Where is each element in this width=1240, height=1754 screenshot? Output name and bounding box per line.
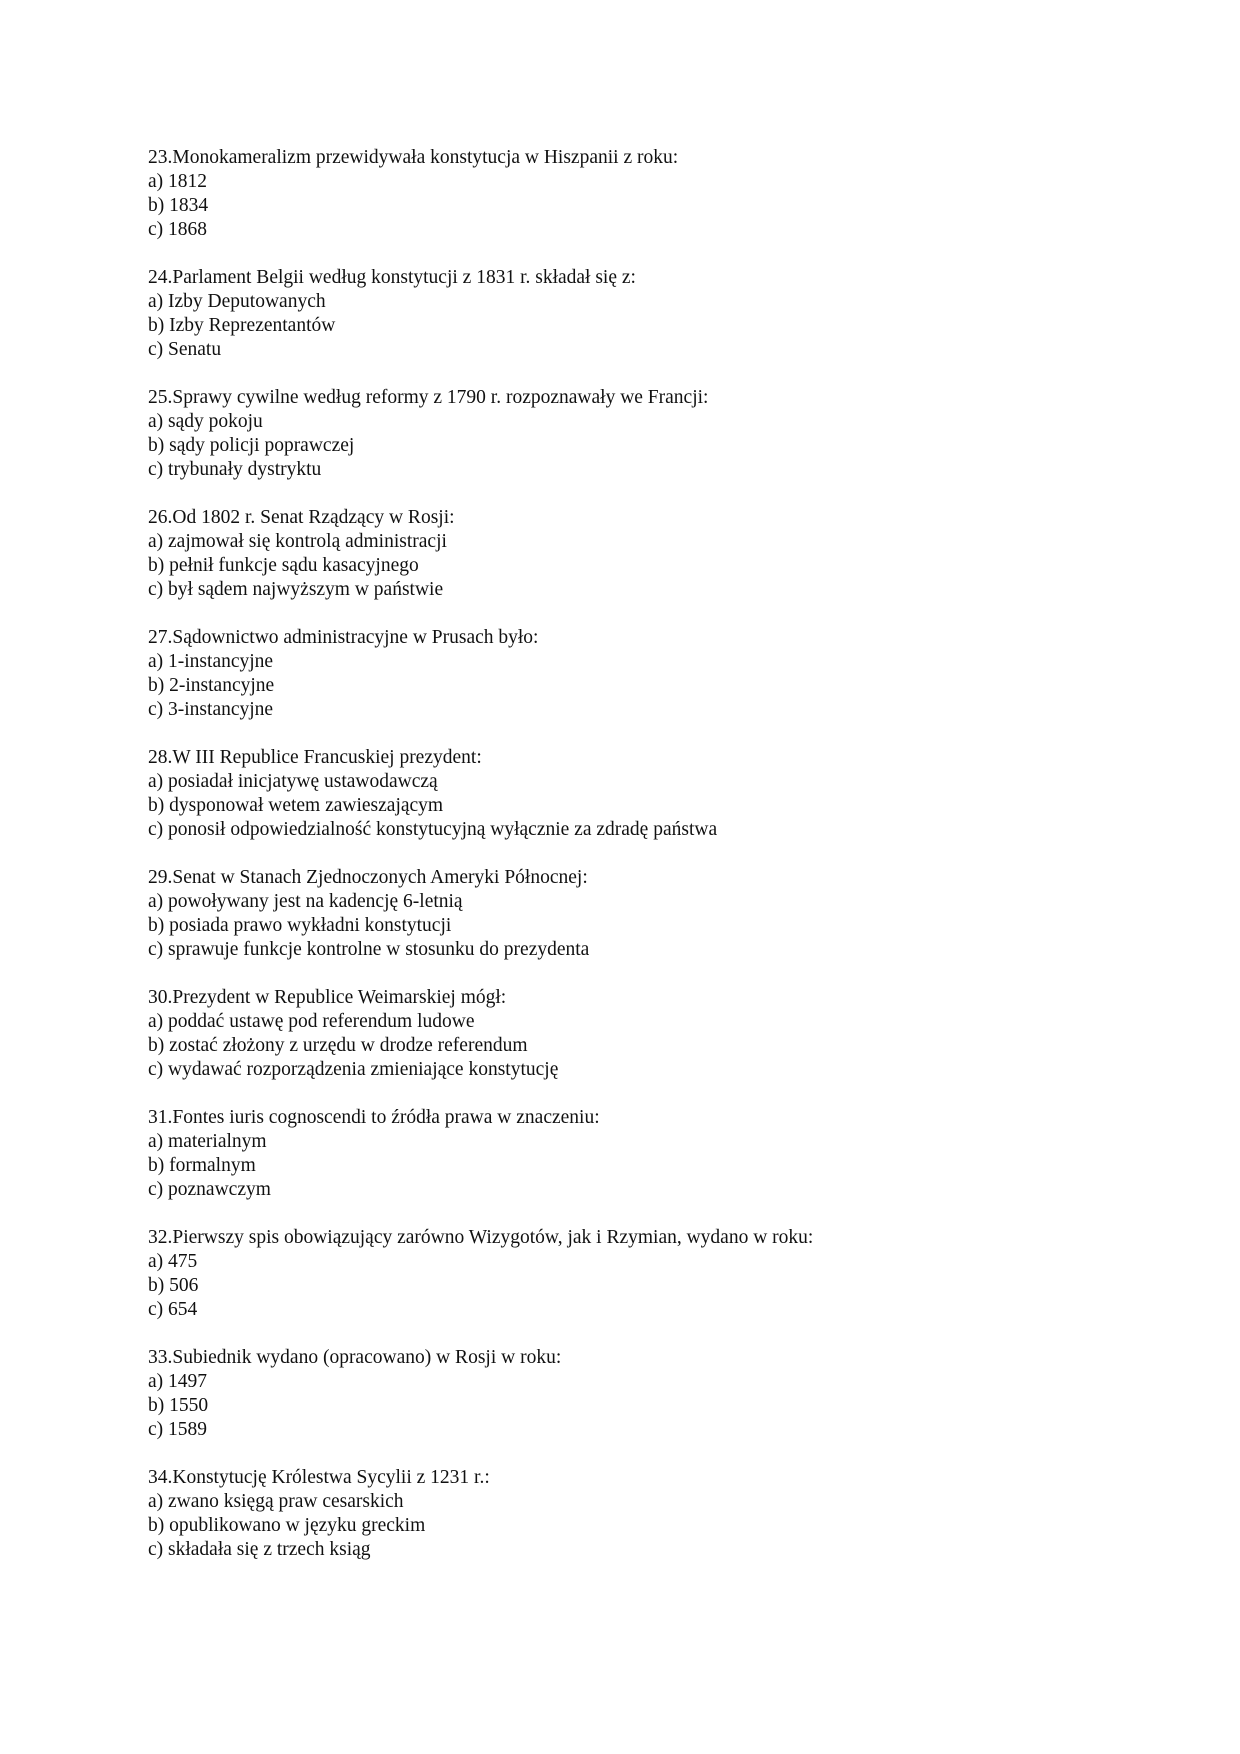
question-text: 27.Sądownictwo administracyjne w Prusach było: xyxy=(148,627,539,648)
answer-c: c) 3-instancyjne xyxy=(148,699,274,720)
question-text: 26.Od 1802 r. Senat Rządzący w Rosji: xyxy=(148,507,455,528)
question-23 xyxy=(148,146,1148,242)
answer-c: c) Senatu xyxy=(148,339,222,360)
question-30 xyxy=(148,986,1148,1082)
answer-a: a) Izby Deputowanych xyxy=(148,291,326,312)
question-31 xyxy=(148,1106,1148,1202)
answer-b: b) sądy policji poprawczej xyxy=(148,435,355,456)
answer-b: b) 1834 xyxy=(148,195,209,216)
question-list xyxy=(148,146,1148,1586)
answer-b: b) formalnym xyxy=(148,1155,256,1176)
answer-a: a) materialnym xyxy=(148,1131,267,1152)
question-27 xyxy=(148,626,1148,722)
answer-c: c) składała się z trzech ksiąg xyxy=(148,1539,371,1560)
answer-a: a) poddać ustawę pod referendum ludowe xyxy=(148,1011,475,1032)
answer-c: c) trybunały dystryktu xyxy=(148,459,322,480)
answer-a: a) zajmował się kontrolą administracji xyxy=(148,531,447,552)
answer-b: b) Izby Reprezentantów xyxy=(148,315,336,336)
question-text: 34.Konstytucję Królestwa Sycylii z 1231 r.: xyxy=(148,1467,490,1488)
question-33 xyxy=(148,1346,1148,1442)
answer-c: c) 654 xyxy=(148,1299,198,1320)
question-text: 24.Parlament Belgii według konstytucji z 1831 r. składał się z: xyxy=(148,267,636,288)
answer-a: a) 1-instancyjne xyxy=(148,651,274,672)
question-text: 23.Monokameralizm przewidywała konstytucja w Hiszpanii z roku: xyxy=(148,147,679,168)
answer-c: c) poznawczym xyxy=(148,1179,271,1200)
answer-a: a) 1497 xyxy=(148,1371,208,1392)
question-24 xyxy=(148,266,1148,362)
answer-c: c) sprawuje funkcje kontrolne w stosunku do prezydenta xyxy=(148,939,590,960)
question-34 xyxy=(148,1466,1148,1562)
answer-b: b) posiada prawo wykładni konstytucji xyxy=(148,915,452,936)
question-26 xyxy=(148,506,1148,602)
answer-a: a) 1812 xyxy=(148,171,208,192)
answer-a: a) powoływany jest na kadencję 6-letnią xyxy=(148,891,463,912)
answer-b: b) opublikowano w języku greckim xyxy=(148,1515,426,1536)
answer-a: a) 475 xyxy=(148,1251,198,1272)
answer-a: a) posiadał inicjatywę ustawodawczą xyxy=(148,771,438,792)
answer-c: c) 1589 xyxy=(148,1419,208,1440)
question-text: 30.Prezydent w Republice Weimarskiej mógł: xyxy=(148,987,507,1008)
answer-b: b) zostać złożony z urzędu w drodze referendum xyxy=(148,1035,528,1056)
answer-c: c) ponosił odpowiedzialność konstytucyjną wyłącznie za zdradę państwa xyxy=(148,819,718,840)
answer-b: b) 2-instancyjne xyxy=(148,675,275,696)
question-28 xyxy=(148,746,1148,842)
question-25 xyxy=(148,386,1148,482)
answer-a: a) sądy pokoju xyxy=(148,411,263,432)
answer-c: c) wydawać rozporządzenia zmieniające konstytucję xyxy=(148,1059,559,1080)
answer-b: b) 1550 xyxy=(148,1395,209,1416)
answer-b: b) pełnił funkcje sądu kasacyjnego xyxy=(148,555,419,576)
answer-c: c) był sądem najwyższym w państwie xyxy=(148,579,444,600)
question-text: 28.W III Republice Francuskiej prezydent: xyxy=(148,747,482,768)
answer-b: b) dysponował wetem zawieszającym xyxy=(148,795,444,816)
question-text: 25.Sprawy cywilne według reformy z 1790 r. rozpoznawały we Francji: xyxy=(148,387,709,408)
question-29 xyxy=(148,866,1148,962)
question-text: 31.Fontes iuris cognoscendi to źródła prawa w znaczeniu: xyxy=(148,1107,600,1128)
question-text: 33.Subiednik wydano (opracowano) w Rosji w roku: xyxy=(148,1347,562,1368)
answer-c: c) 1868 xyxy=(148,219,208,240)
question-text: 29.Senat w Stanach Zjednoczonych Ameryki Północnej: xyxy=(148,867,588,888)
question-text: 32.Pierwszy spis obowiązujący zarówno Wizygotów, jak i Rzymian, wydano w roku: xyxy=(148,1227,814,1248)
answer-b: b) 506 xyxy=(148,1275,199,1296)
question-32 xyxy=(148,1226,1148,1322)
answer-a: a) zwano księgą praw cesarskich xyxy=(148,1491,404,1512)
